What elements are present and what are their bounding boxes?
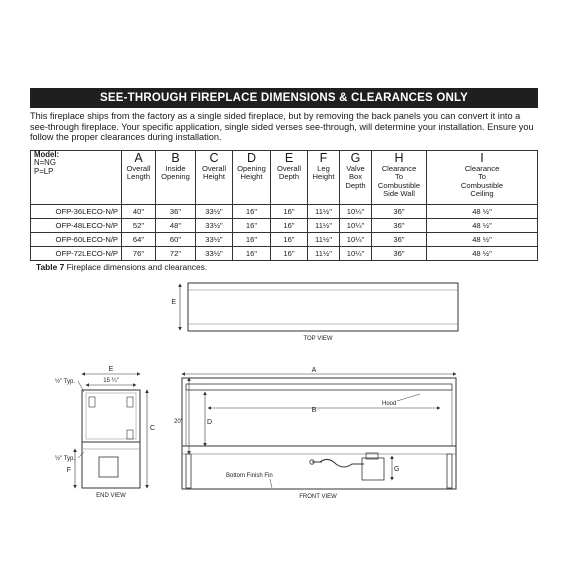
front-view-outer: [182, 378, 456, 489]
table-cell: 10¼": [340, 247, 372, 261]
table-cell: 48": [156, 219, 196, 233]
end-view-upper-box: [82, 390, 140, 442]
table-cell: 33½": [196, 205, 233, 219]
end-view-label: END VIEW: [96, 493, 126, 499]
table-cell: 36": [372, 205, 427, 219]
hood-label: Hood: [382, 401, 397, 407]
table-cell: 33½": [196, 219, 233, 233]
front-dim-20-label: 20": [174, 419, 183, 425]
table-cell: 16": [271, 219, 308, 233]
end-view-valve-box: [99, 457, 118, 477]
typ-top-leader: [78, 381, 84, 392]
front-view: [174, 367, 456, 500]
front-view-label: FRONT VIEW: [299, 494, 337, 500]
model-cell: OFP-60LECO-N/P: [31, 233, 122, 247]
end-view-slot: [127, 397, 133, 407]
table-cell: 16": [233, 233, 271, 247]
table-cell: 10¼": [340, 233, 372, 247]
table-cell: 11½": [308, 219, 340, 233]
col-header-b: B Inside Opening: [156, 151, 196, 205]
end-dim-e-label: E: [108, 366, 114, 373]
front-dim-g-label: G: [394, 466, 400, 473]
table-cell: 16": [271, 233, 308, 247]
model-cell: OFP-48LECO-N/P: [31, 219, 122, 233]
front-view-hood: [186, 384, 452, 390]
top-view-label: TOP VIEW: [303, 336, 333, 342]
typ-bottom-label: ½" Typ.: [55, 456, 76, 462]
model-header-line: N=NG: [34, 158, 56, 168]
table-cell: 36": [372, 233, 427, 247]
table-cell: 52": [122, 219, 156, 233]
table-cell: 16": [233, 247, 271, 261]
table-cell: 11½": [308, 205, 340, 219]
front-view-leg-left: [186, 454, 191, 488]
col-header-g: G Valve Box Depth: [340, 151, 372, 205]
table-cell: 33½": [196, 247, 233, 261]
table-cell: 36": [372, 219, 427, 233]
end-view: [55, 366, 155, 499]
col-header-e: E Overall Depth: [271, 151, 308, 205]
col-header-f: F Leg Height: [308, 151, 340, 205]
col-header-i: I Clearance To Combustible Ceiling: [427, 151, 538, 205]
end-dim-c-label: C: [150, 425, 156, 432]
front-dim-b-label: B: [311, 407, 317, 414]
intro-paragraph: This fireplace ships from the factory as a single sided fireplace, but by removing the back panels you can convert it into a see-through fireplace. Your specific application, single sided verses see-through, will determine your installation. Ensure you follow the proper clearances during installation.: [30, 111, 534, 142]
front-view-leg-right: [447, 454, 452, 488]
table-cell: 11½": [308, 247, 340, 261]
table-cell: 48 ½": [427, 247, 538, 261]
table-cell: 60": [156, 233, 196, 247]
table-cell: 64": [122, 233, 156, 247]
model-cell: OFP-72LECO-N/P: [31, 247, 122, 261]
table-cell: 72": [156, 247, 196, 261]
table-cell: 48 ½": [427, 205, 538, 219]
table-cell: 16": [271, 205, 308, 219]
table-cell: 40": [122, 205, 156, 219]
model-header-line: P=LP: [34, 166, 54, 176]
fin-label: Bottom Finish Fin: [226, 473, 273, 479]
table-cell: 76": [122, 247, 156, 261]
table-cell: 36": [372, 247, 427, 261]
end-dim-inner-label: 15 ¼": [103, 378, 119, 384]
table-cell: 10¼": [340, 205, 372, 219]
table-cell: 48 ½": [427, 233, 538, 247]
end-view-slot: [127, 430, 133, 439]
front-view-opening: [186, 390, 452, 446]
model-cell: OFP-36LECO-N/P: [31, 205, 122, 219]
valve-box: [362, 458, 384, 480]
table-cell: 16": [233, 219, 271, 233]
end-view-slot: [89, 397, 95, 407]
typ-top-label: ½" Typ.: [55, 379, 76, 385]
table-caption-label: Table 7: [36, 262, 65, 272]
end-view-inner-frame: [86, 393, 136, 439]
typ-bottom-leader: [78, 452, 84, 458]
col-header-c: C Overall Height: [196, 151, 233, 205]
dim-e-label: E: [171, 299, 176, 306]
table-cell: 11½": [308, 233, 340, 247]
table-cell: 16": [233, 205, 271, 219]
gas-line: [312, 459, 364, 467]
table-caption-text: Fireplace dimensions and clearances.: [66, 262, 208, 272]
col-header-a: A Overall Length: [122, 151, 156, 205]
table-cell: 16": [271, 247, 308, 261]
table-cell: 33½": [196, 233, 233, 247]
model-header-line: Model:: [34, 150, 60, 159]
table-cell: 36": [156, 205, 196, 219]
table-cell: 10¼": [340, 219, 372, 233]
front-dim-d-label: D: [207, 419, 213, 426]
hood-leader: [397, 394, 420, 401]
fin-leader: [270, 479, 272, 488]
front-dim-a-label: A: [311, 367, 317, 374]
top-view: [171, 283, 458, 342]
end-dim-f-label: F: [66, 467, 71, 474]
col-header-d: D Opening Height: [233, 151, 271, 205]
section-title: SEE-THROUGH FIREPLACE DIMENSIONS & CLEARANCES ONLY: [30, 88, 538, 108]
table-cell: 48 ½": [427, 219, 538, 233]
col-header-h: H Clearance To Combustible Side Wall: [372, 151, 427, 205]
